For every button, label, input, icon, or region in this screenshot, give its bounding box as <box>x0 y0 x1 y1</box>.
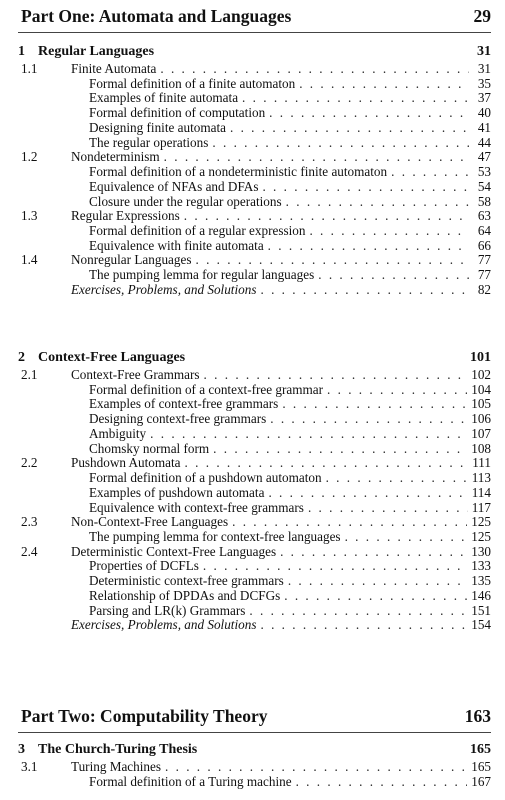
entry-title: Formal definition of a finite automaton <box>89 75 296 91</box>
entry-title: Designing finite automata <box>89 119 226 135</box>
entry-title: Deterministic Context-Free Languages <box>71 543 277 559</box>
entry-title: Exercises, Problems, and Solutions <box>71 281 257 297</box>
toc-entry[interactable] <box>89 396 491 412</box>
toc-entry[interactable] <box>89 603 491 619</box>
entry-page-number: 106 <box>471 411 491 427</box>
section-number: 1.3 <box>21 208 38 224</box>
dot-leader <box>309 223 469 239</box>
dot-leader <box>296 774 468 790</box>
entry-page-number: 66 <box>477 237 491 253</box>
toc-entry[interactable] <box>89 76 491 92</box>
section-number: 3.1 <box>21 759 38 774</box>
toc-entry[interactable] <box>21 759 491 775</box>
toc-entry[interactable] <box>89 267 491 283</box>
entry-page-number: 165 <box>471 759 491 774</box>
entry-title: Turing Machines <box>71 759 161 774</box>
dot-leader <box>326 470 468 486</box>
entry-page-number: 77 <box>477 252 491 268</box>
section-number: 1.4 <box>21 252 38 268</box>
toc-entry[interactable] <box>89 135 491 151</box>
entry-page-number: 64 <box>477 222 491 238</box>
toc-entry[interactable] <box>21 208 491 224</box>
toc-entry[interactable] <box>89 105 491 121</box>
toc-entry[interactable] <box>21 514 491 530</box>
dot-leader <box>308 500 468 516</box>
entry-title: Examples of pushdown automata <box>89 484 265 500</box>
toc-entry[interactable] <box>89 90 491 106</box>
toc-entry[interactable] <box>21 61 491 77</box>
entry-title: Formal definition of a context-free grammar <box>89 381 323 397</box>
entry-page-number: 53 <box>477 164 491 179</box>
dot-leader <box>150 426 467 442</box>
entry-title: Closure under the regular operations <box>89 193 282 209</box>
toc-entry[interactable] <box>21 149 491 165</box>
entry-title: Ambiguity <box>89 425 147 441</box>
dot-leader <box>268 485 467 501</box>
entry-page-number: 133 <box>471 558 491 574</box>
chapter-page-number: 31 <box>477 44 491 59</box>
part-title: Part One: Automata and Languages <box>21 6 292 26</box>
entry-page-number: 146 <box>471 587 491 603</box>
entry-page-number: 114 <box>471 484 491 500</box>
section-number: 2.1 <box>21 367 38 382</box>
entry-title: Properties of DCFLs <box>89 558 199 574</box>
chapter-page-number: 101 <box>470 350 491 365</box>
toc-entry[interactable] <box>89 120 491 136</box>
toc-entry[interactable] <box>71 617 491 633</box>
entry-page-number: 47 <box>477 149 491 165</box>
entry-page-number: 63 <box>477 208 491 224</box>
entry-title: Deterministic context-free grammars <box>89 573 284 589</box>
toc-entry[interactable] <box>89 470 491 486</box>
dot-leader <box>345 529 468 545</box>
toc-entry[interactable] <box>89 573 491 589</box>
entry-page-number: 151 <box>471 602 491 618</box>
entry-page-number: 77 <box>477 267 491 283</box>
entry-page-number: 105 <box>471 396 491 412</box>
entry-page-number: 102 <box>471 367 491 382</box>
entry-title: Formal definition of a nondeterministic finite automaton <box>89 164 388 179</box>
chapter-title: Regular Languages <box>38 44 155 59</box>
entry-title: Nonregular Languages <box>71 252 192 268</box>
entry-page-number: 125 <box>471 528 491 544</box>
dot-leader <box>195 252 469 268</box>
entry-title: Equivalence of NFAs and DFAs <box>89 178 259 194</box>
entry-title: Relationship of DPDAs and DCFGs <box>89 587 281 603</box>
part-title: Part Two: Computability Theory <box>21 706 268 726</box>
entry-page-number: 125 <box>471 514 491 530</box>
toc-entry[interactable] <box>89 441 491 457</box>
entry-page-number: 58 <box>477 193 491 209</box>
entry-title: Non-Context-Free Languages <box>71 514 229 530</box>
dot-leader <box>280 544 467 560</box>
entry-title: Regular Expressions <box>71 208 180 224</box>
dot-leader <box>232 514 467 530</box>
entry-page-number: 135 <box>471 573 491 589</box>
chapter-title: Context-Free Languages <box>38 350 186 365</box>
toc-entry[interactable] <box>89 558 491 574</box>
dot-leader <box>213 441 467 457</box>
dot-leader <box>242 90 469 106</box>
chapter-page-number: 165 <box>470 742 491 757</box>
section-number: 2.3 <box>21 514 38 530</box>
entry-title: The regular operations <box>89 134 209 150</box>
entry-title: Formal definition of a pushdown automaton <box>89 470 322 485</box>
toc-entry[interactable] <box>89 485 491 501</box>
dot-leader <box>204 367 468 383</box>
entry-title: Designing context-free grammars <box>89 411 267 427</box>
section-number: 1.1 <box>21 61 38 76</box>
section-number: 2.4 <box>21 543 38 559</box>
toc-entry[interactable] <box>21 367 491 383</box>
entry-page-number: 113 <box>471 470 491 485</box>
toc-entry[interactable] <box>89 382 491 398</box>
toc-entry[interactable] <box>89 179 491 195</box>
entry-title: Formal definition of computation <box>89 105 266 121</box>
dot-leader <box>249 603 467 619</box>
part-page-number: 29 <box>473 6 491 26</box>
dot-leader <box>262 179 469 195</box>
entry-title: Formal definition of a regular expression <box>89 222 306 238</box>
toc-entry[interactable] <box>89 223 491 239</box>
entry-title: Equivalence with finite automata <box>89 237 264 253</box>
toc-entry[interactable] <box>21 455 491 471</box>
part-heading <box>21 6 491 26</box>
toc-entry[interactable] <box>89 194 491 210</box>
entry-page-number: 82 <box>477 281 491 297</box>
chapter-number: 3 <box>18 742 25 757</box>
entry-title: Examples of context-free grammars <box>89 396 279 412</box>
entry-page-number: 167 <box>471 773 491 789</box>
dot-leader <box>165 759 467 775</box>
chapter-heading[interactable] <box>18 44 491 60</box>
entry-page-number: 37 <box>477 90 491 106</box>
entry-page-number: 104 <box>471 381 491 397</box>
entry-title: Examples of finite automata <box>89 90 239 106</box>
entry-page-number: 35 <box>477 75 491 91</box>
dot-leader <box>269 105 469 121</box>
chapter-number: 1 <box>18 44 25 59</box>
dot-leader <box>286 194 469 210</box>
entry-page-number: 54 <box>477 178 491 194</box>
part-rule <box>18 732 491 733</box>
entry-title: Pushdown Automata <box>71 455 181 471</box>
dot-leader <box>282 396 467 412</box>
toc-entry[interactable] <box>21 252 491 268</box>
chapter-title: The Church-Turing Thesis <box>38 742 198 757</box>
dot-leader <box>260 282 469 298</box>
dot-leader <box>212 135 469 151</box>
section-number: 1.2 <box>21 149 38 165</box>
toc-entry[interactable] <box>89 500 491 516</box>
entry-title: Context-Free Grammars <box>71 367 200 382</box>
dot-leader <box>288 573 467 589</box>
entry-title: Exercises, Problems, and Solutions <box>71 617 257 633</box>
entry-title: Equivalence with context-free grammars <box>89 499 304 515</box>
chapter-heading[interactable] <box>18 350 491 366</box>
entry-page-number: 154 <box>471 617 491 633</box>
dot-leader <box>268 238 469 254</box>
dot-leader <box>318 267 469 283</box>
dot-leader <box>185 455 469 471</box>
dot-leader <box>284 588 467 604</box>
dot-leader <box>164 149 469 165</box>
entry-page-number: 40 <box>477 105 491 121</box>
dot-leader <box>203 558 467 574</box>
toc-entry[interactable] <box>89 588 491 604</box>
entry-page-number: 130 <box>471 543 491 559</box>
toc-entry[interactable] <box>89 426 491 442</box>
entry-page-number: 117 <box>471 499 491 515</box>
entry-title: Parsing and LR(k) Grammars <box>89 602 246 618</box>
toc-entry[interactable] <box>89 238 491 254</box>
dot-leader <box>391 164 469 180</box>
toc-entry[interactable] <box>89 774 491 790</box>
entry-page-number: 107 <box>471 425 491 441</box>
chapter-number: 2 <box>18 350 25 365</box>
toc-entry[interactable] <box>21 543 491 560</box>
entry-page-number: 44 <box>477 134 491 150</box>
dot-leader <box>260 617 467 633</box>
toc-entry[interactable] <box>89 164 491 180</box>
chapter-heading[interactable] <box>18 742 491 758</box>
section-number: 2.2 <box>21 455 38 471</box>
entry-title: Nondeterminism <box>71 149 160 165</box>
dot-leader <box>327 382 467 398</box>
entry-title: Chomsky normal form <box>89 440 210 456</box>
toc-entry[interactable] <box>89 411 491 427</box>
dot-leader <box>230 120 469 136</box>
toc-entry[interactable] <box>89 529 491 545</box>
part-heading <box>21 706 491 726</box>
part-page-number: 163 <box>464 706 491 726</box>
dot-leader <box>270 411 467 427</box>
dot-leader <box>184 208 469 224</box>
toc-entry[interactable] <box>71 282 491 298</box>
entry-title: The pumping lemma for context-free languages <box>89 528 341 544</box>
entry-page-number: 31 <box>477 61 491 76</box>
dot-leader <box>160 61 469 77</box>
dot-leader <box>299 76 469 92</box>
entry-title: Formal definition of a Turing machine <box>89 773 292 789</box>
entry-page-number: 108 <box>471 440 491 456</box>
part-rule <box>18 32 491 33</box>
entry-title: Finite Automata <box>71 61 157 76</box>
entry-page-number: 41 <box>477 119 491 135</box>
entry-page-number: 111 <box>472 455 491 471</box>
entry-title: The pumping lemma for regular languages <box>89 267 315 283</box>
